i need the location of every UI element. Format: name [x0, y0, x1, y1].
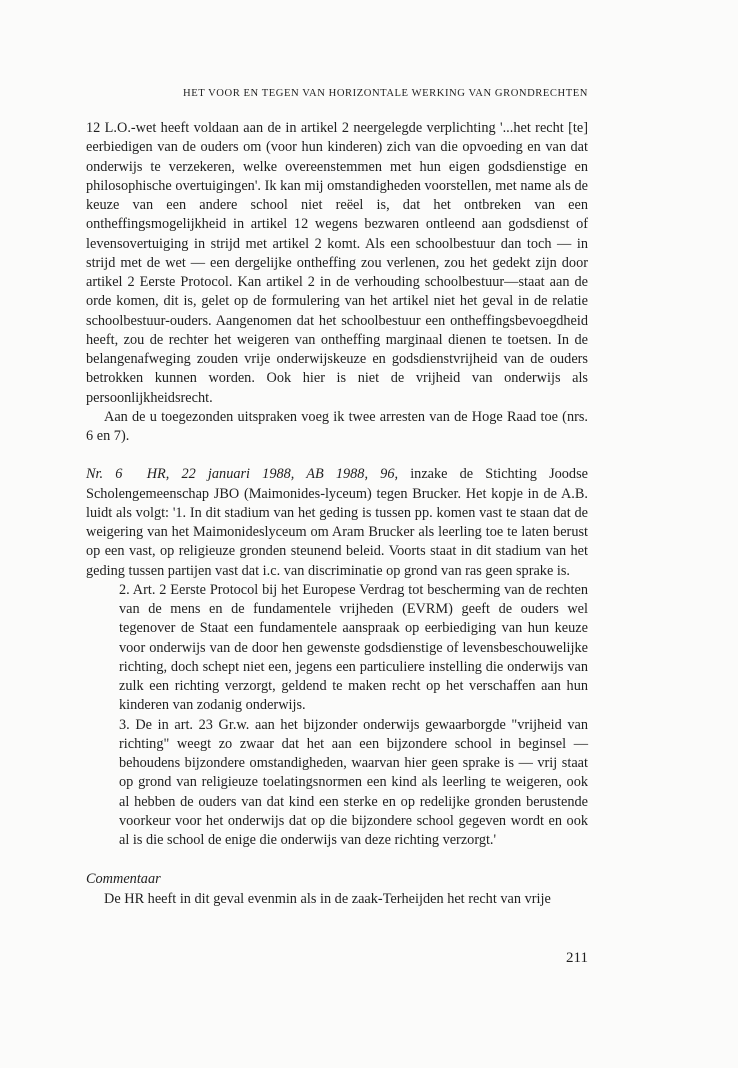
body-text	[86, 119, 588, 909]
case-intro-text: inzake de Stichting Joodse Scholengemeenschap JBO (Maimonides-lyceum) tegen Brucker. Het kopje in de A.B. luidt als volgt: '	[86, 466, 588, 521]
paragraph-hr-rulings: Aan de u toegezonden uitspraken voeg ik twee arresten van de Hoge Raad toe (nrs. 6 en 7).	[86, 408, 588, 444]
commentary-text: De HR heeft in dit geval evenmin als in de zaak-Terheijden het recht van vrije	[104, 890, 551, 907]
running-header: HET VOOR EN TEGEN VAN HORIZONTALE WERKING VAN GRONDRECHTEN	[183, 88, 588, 99]
case-point-1: 1. In dit stadium van het geding is tussen pp. komen vast te staan dat de weigering van het Maimonideslyceum om Aram Brucker als leerling toe te laten berust op een vast, op religieuze gronden steunend beleid. Voorts staat in dit stadium van het geding tussen partijen vast dat i.c. van discriminatie op grond van ras geen sprake is.	[86, 504, 588, 579]
spacer	[86, 446, 588, 465]
case-intro	[86, 465, 588, 581]
commentary-heading: Commentaar	[86, 871, 161, 888]
page-number: 211	[566, 950, 588, 966]
case-citation: HR, 22 januari 1988, AB 1988, 96,	[146, 466, 399, 483]
case-point-3: 3. De in art. 23 Gr.w. aan het bijzonder onderwijs gewaarborgde "vrijheid van richting" weegt zo zwaar dat het aan een bijzondere school in beginsel — behoudens bijzondere omstandigheden, waarvan hier geen sprake is — vrij staat op grond van religieuze toelatingsnormen een kind als leerling te weigeren, ook al hebben de ouders van dat kind een sterke en op redelijke gronden berustende voorkeur voor het onderwijs dat op die bijzondere school gegeven wordt en ook al is die school de enige die onderwijs van deze richting verzorgt.'	[119, 716, 588, 848]
case-number: Nr. 6	[86, 466, 123, 483]
case-point-2: 2. Art. 2 Eerste Protocol bij het Europese Verdrag tot bescherming van de rechten van de mens en de fundamentele vrijheden (EVRM) geeft de ouders wel tegenover de Staat een fundamentele aanspraak op eerbiediging van hun keuze voor onderwijs van de door hen gewenste godsdienstige of levensbeschouwelijke richting, doch schept niet een, jegens een particuliere instelling die onderwijs van zulk een richting verzorgt, geldend te maken recht op het verschaffen aan hun kinderen van zodanig onderwijs.	[119, 581, 588, 714]
paragraph-continuation: 12 L.O.-wet heeft voldaan aan de in artikel 2 neergelegde verplichting '...het recht [te] eerbiedigen van de ouders om (voor hun kinderen) zich van die opvoeding en van dat onderwijs te verzekeren, welke overeenstemmen met hun eigen godsdienstige en philosophische overtuigingen'. Ik kan mij omstandigheden voorstellen, met name als de keuze van een andere school niet reëel is, dat het ontbreken van een ontheffingsmogelijkheid in artikel 12 wegens bezwaren ontleend aan godsdienst of levensovertuiging in strijd met artikel 2 komt. Als een schoolbestuur dan toch — in strijd met de wet — een dergelijke ontheffing zou verlenen, zou het gedekt zijn door artikel 2 Eerste Protocol. Kan artikel 2 in de verhouding schoolbestuur—staat aan de orde komen, dit is, gelet op de formulering van het artikel niet het geval in de relatie schoolbestuur-ouders. Aangenomen dat het schoolbestuur een ontheffingsbevoegdheid heeft, zou de rechter het weigeren van ontheffing marginaal dienen te toetsen. In de belangenafweging zouden vrije onderwijskeuze en godsdienstvrijheid van de ouders betrokken kunnen worden. Ook hier is niet de vrijheid van onderwijs als persoonlijkheidsrecht.	[86, 120, 588, 406]
